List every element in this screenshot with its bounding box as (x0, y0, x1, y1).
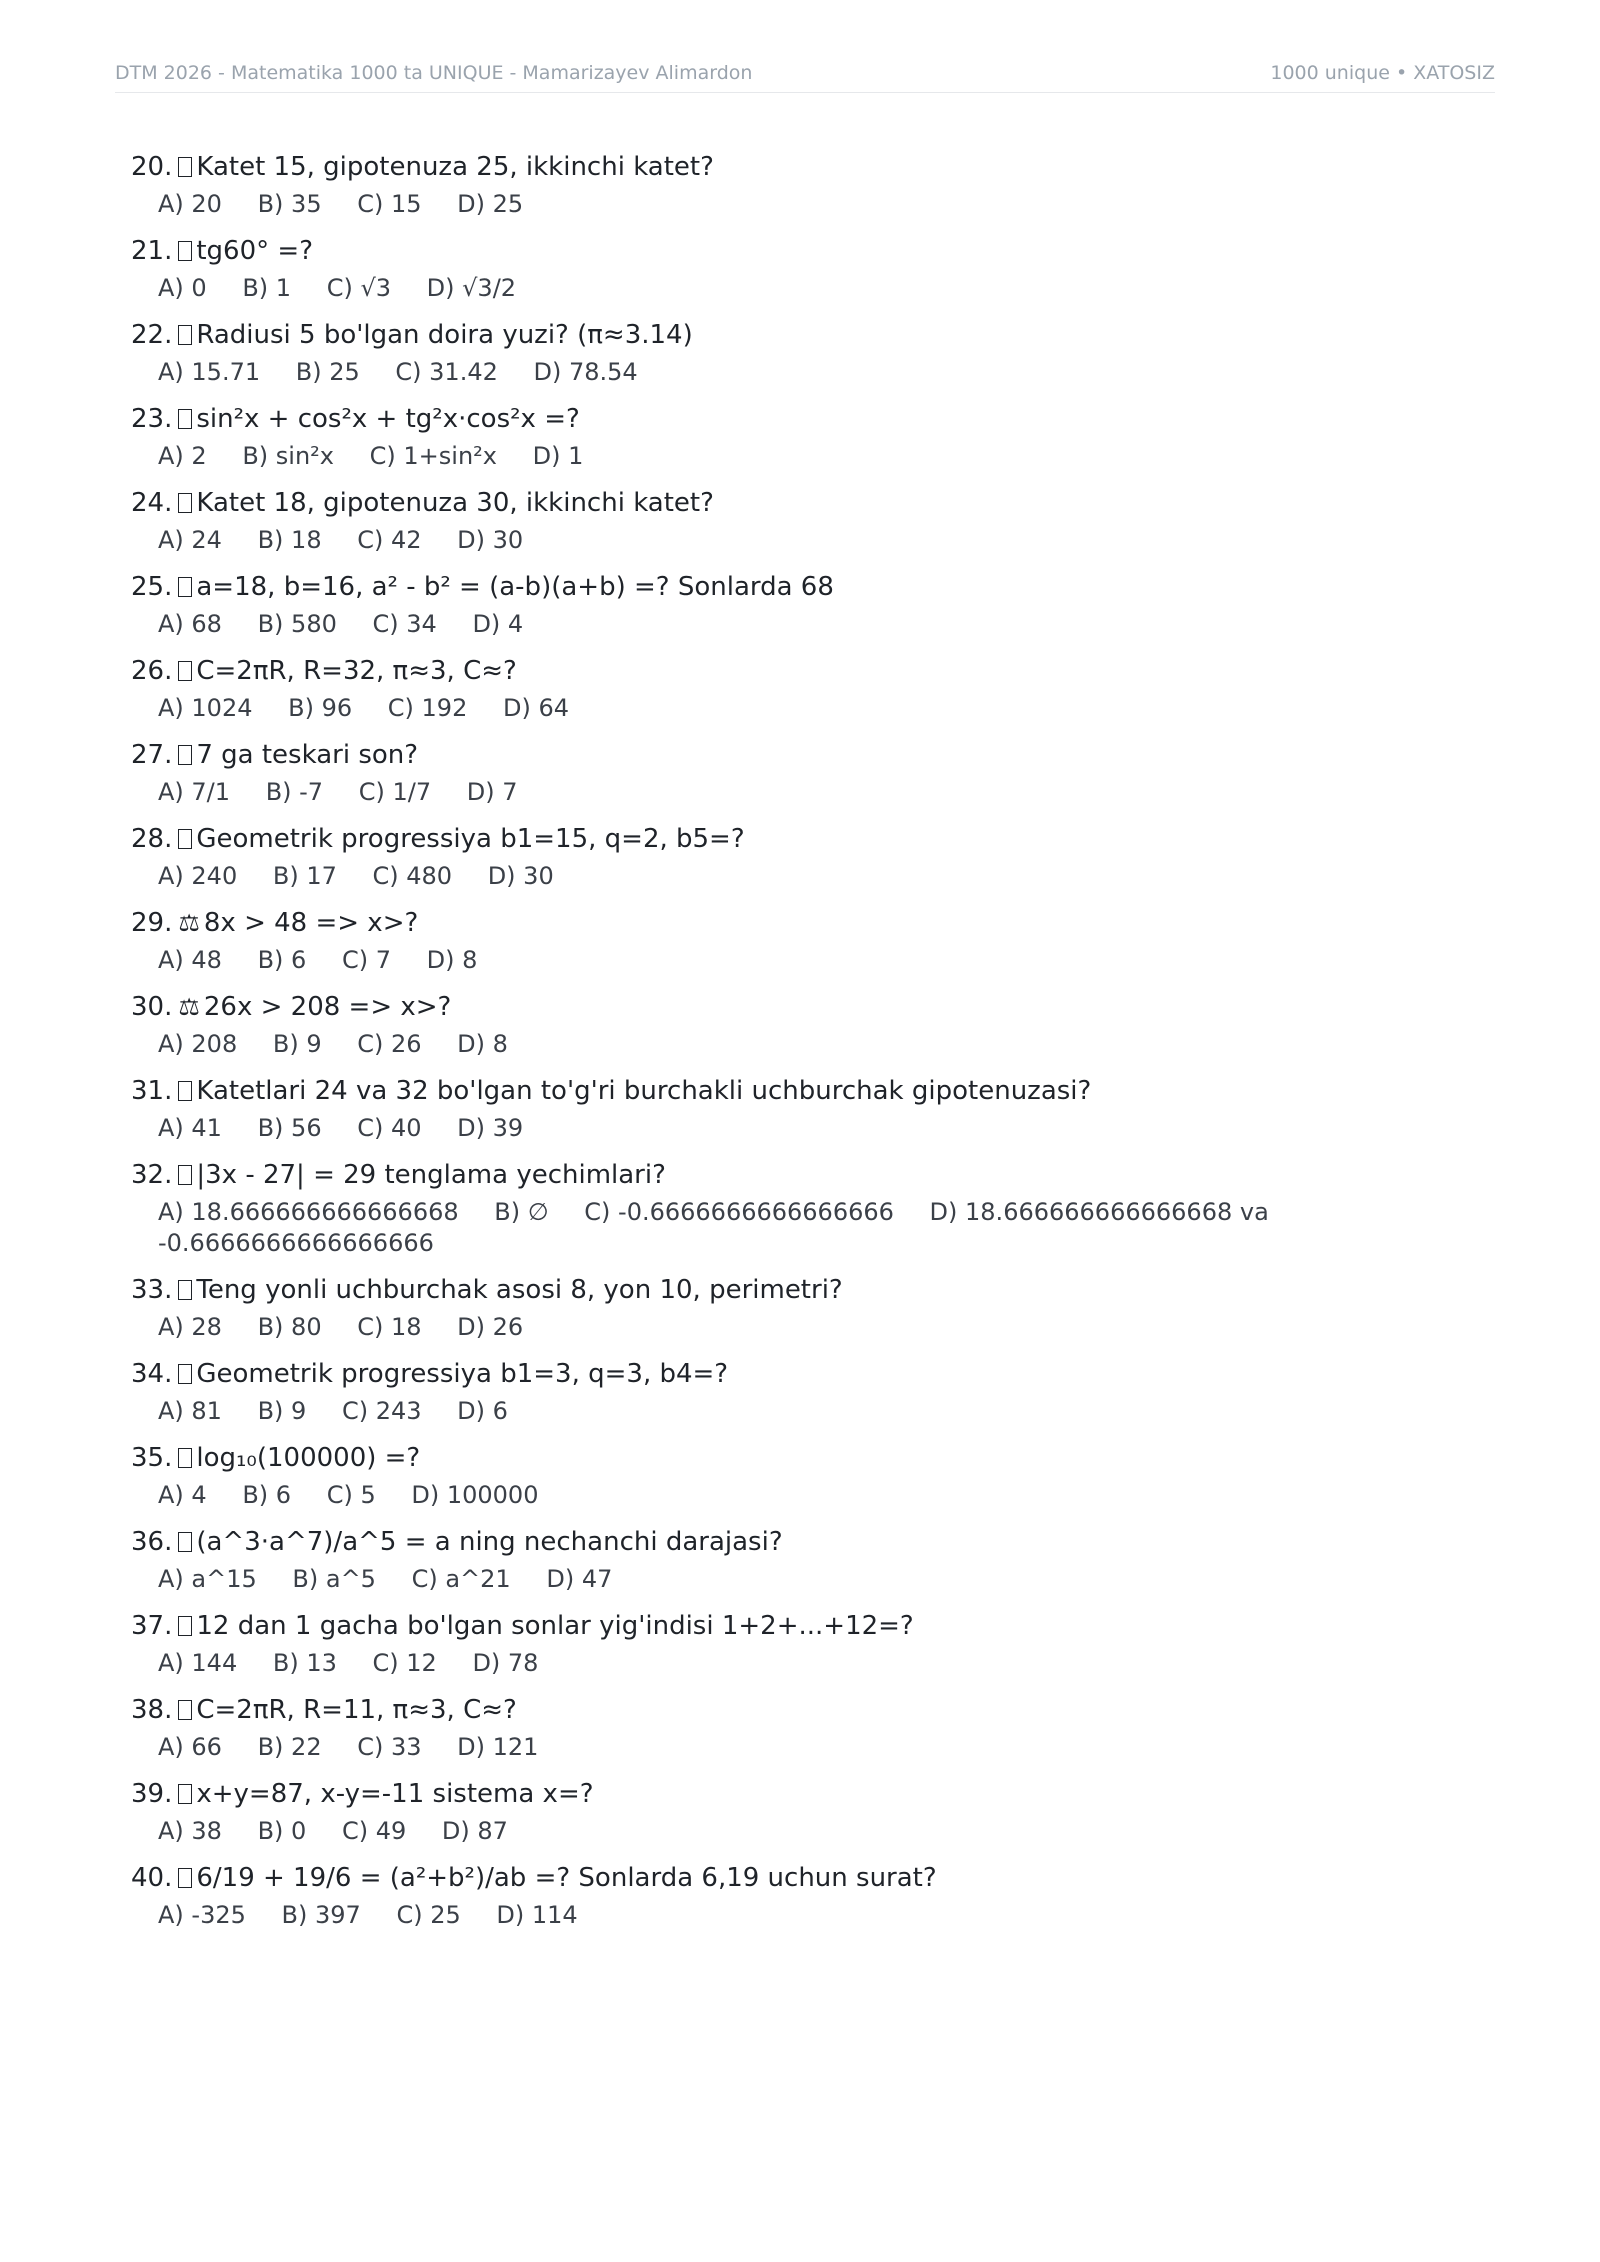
answer-options (131, 1816, 1311, 1847)
answer-option: C) 192 (387, 694, 468, 722)
question-text: a=18, b=16, a² - b² = (a-b)(a+b) =? Sonlarda 68 (196, 572, 834, 602)
question-text: 12 dan 1 gacha bo'lgan sonlar yig'indisi 1+2+...+12=? (196, 1611, 914, 1641)
question-number: 26. (131, 656, 173, 686)
answer-option: B) 9 (272, 1030, 322, 1058)
answer-option: B) 35 (257, 190, 322, 218)
answer-option: D) 39 (457, 1114, 524, 1142)
answer-options (131, 609, 1311, 640)
answer-option: D) 100000 (411, 1481, 539, 1509)
question-item (131, 570, 1311, 640)
answer-options (131, 1312, 1311, 1343)
answer-option: C) 25 (396, 1901, 461, 1929)
question-item (131, 1441, 1311, 1511)
answer-option: A) 0 (158, 274, 207, 302)
box-icon (178, 1448, 192, 1468)
question-number: 36. (131, 1527, 173, 1557)
question-line (131, 1525, 1311, 1559)
answer-option: D) √3/2 (426, 274, 517, 302)
answer-option: C) -0.6666666666666666 (584, 1198, 894, 1226)
question-item (131, 822, 1311, 892)
answer-option: D) 30 (457, 526, 524, 554)
answer-option: D) 18.666666666666668 va -0.6666666666666666 (158, 1198, 1269, 1257)
question-line (131, 738, 1311, 772)
box-icon (178, 745, 192, 765)
page-header (115, 62, 1495, 93)
answer-option: D) 30 (487, 862, 554, 890)
question-line (131, 990, 1311, 1024)
question-item (131, 906, 1311, 976)
answer-option: C) 5 (326, 1481, 376, 1509)
answer-option: B) 18 (257, 526, 322, 554)
question-item (131, 654, 1311, 724)
question-item (131, 1273, 1311, 1343)
question-line (131, 1777, 1311, 1811)
question-text: 7 ga teskari son? (196, 740, 419, 770)
box-icon (178, 829, 192, 849)
answer-option: C) 12 (372, 1649, 437, 1677)
question-number: 38. (131, 1695, 173, 1725)
question-item (131, 150, 1311, 220)
question-line (131, 570, 1311, 604)
answer-option: B) sin²x (242, 442, 334, 470)
answer-option: B) 6 (242, 1481, 292, 1509)
answer-option: C) 243 (341, 1397, 422, 1425)
answer-option: A) -325 (158, 1901, 246, 1929)
question-text: (a^3·a^7)/a^5 = a ning nechanchi darajasi? (196, 1527, 783, 1557)
answer-option: C) 480 (372, 862, 453, 890)
box-icon (178, 577, 192, 597)
answer-option: B) 13 (272, 1649, 337, 1677)
answer-option: B) 96 (288, 694, 353, 722)
question-item (131, 1357, 1311, 1427)
question-number: 32. (131, 1160, 173, 1190)
box-icon (178, 409, 192, 429)
answer-option: B) 580 (257, 610, 337, 638)
answer-option: B) ∅ (494, 1198, 549, 1226)
answer-option: C) 40 (357, 1114, 422, 1142)
answer-option: D) 47 (546, 1565, 613, 1593)
question-number: 22. (131, 320, 173, 350)
question-item (131, 486, 1311, 556)
scale-icon: ⚖ (178, 909, 200, 937)
question-item (131, 1074, 1311, 1144)
question-text: C=2πR, R=11, π≈3, C≈? (196, 1695, 517, 1725)
box-icon (178, 493, 192, 513)
question-text: sin²x + cos²x + tg²x·cos²x =? (196, 404, 580, 434)
answer-options (131, 1648, 1311, 1679)
header-tag: 1000 unique • XATOSIZ (1270, 62, 1495, 84)
question-line (131, 1074, 1311, 1108)
question-text: Radiusi 5 bo'lgan doira yuzi? (π≈3.14) (196, 320, 693, 350)
box-icon (178, 1784, 192, 1804)
answer-options (131, 1113, 1311, 1144)
question-number: 40. (131, 1863, 173, 1893)
answer-option: A) 48 (158, 946, 222, 974)
answer-option: D) 64 (502, 694, 569, 722)
answer-option: C) a^21 (411, 1565, 511, 1593)
question-item (131, 1693, 1311, 1763)
question-number: 30. (131, 992, 173, 1022)
question-number: 24. (131, 488, 173, 518)
question-number: 33. (131, 1275, 173, 1305)
question-item (131, 318, 1311, 388)
answer-option: A) 4 (158, 1481, 207, 1509)
question-text: Geometrik progressiya b1=3, q=3, b4=? (196, 1359, 729, 1389)
answer-option: B) 6 (257, 946, 307, 974)
answer-option: D) 87 (441, 1817, 508, 1845)
answer-options (131, 1029, 1311, 1060)
question-text: x+y=87, x-y=-11 sistema x=? (196, 1779, 594, 1809)
answer-option: B) 22 (257, 1733, 322, 1761)
answer-option: A) 15.71 (158, 358, 261, 386)
answer-option: A) 81 (158, 1397, 222, 1425)
question-number: 28. (131, 824, 173, 854)
answer-option: A) 68 (158, 610, 222, 638)
question-number: 34. (131, 1359, 173, 1389)
box-icon (178, 325, 192, 345)
answer-option: A) a^15 (158, 1565, 257, 1593)
answer-option: C) 15 (357, 190, 422, 218)
answer-options (131, 777, 1311, 808)
answer-option: D) 8 (426, 946, 478, 974)
question-item (131, 1609, 1311, 1679)
box-icon (178, 1081, 192, 1101)
question-text: 6/19 + 19/6 = (a²+b²)/ab =? Sonlarda 6,19 uchun surat? (196, 1863, 937, 1893)
answer-option: C) 26 (357, 1030, 422, 1058)
answer-options (131, 861, 1311, 892)
answer-option: C) 42 (357, 526, 422, 554)
answer-options (131, 1197, 1311, 1259)
answer-option: B) 80 (257, 1313, 322, 1341)
answer-option: A) 24 (158, 526, 222, 554)
answer-option: D) 78.54 (533, 358, 638, 386)
answer-option: B) a^5 (292, 1565, 376, 1593)
question-line (131, 402, 1311, 436)
answer-option: A) 208 (158, 1030, 238, 1058)
box-icon (178, 1616, 192, 1636)
answer-option: B) -7 (265, 778, 324, 806)
question-item (131, 1158, 1311, 1259)
box-icon (178, 1280, 192, 1300)
answer-options (131, 1732, 1311, 1763)
answer-option: C) 1/7 (358, 778, 432, 806)
question-item (131, 1777, 1311, 1847)
question-text: 26x > 208 => x>? (203, 992, 452, 1022)
answer-option: D) 25 (457, 190, 524, 218)
answer-options (131, 273, 1311, 304)
question-line (131, 654, 1311, 688)
answer-option: A) 66 (158, 1733, 222, 1761)
answer-option: A) 144 (158, 1649, 238, 1677)
answer-option: D) 7 (466, 778, 518, 806)
answer-option: D) 114 (496, 1901, 578, 1929)
question-list (131, 150, 1311, 1945)
question-line (131, 486, 1311, 520)
question-text: C=2πR, R=32, π≈3, C≈? (196, 656, 517, 686)
question-line (131, 150, 1311, 184)
box-icon (178, 1868, 192, 1888)
answer-option: A) 7/1 (158, 778, 231, 806)
question-number: 39. (131, 1779, 173, 1809)
answer-options (131, 189, 1311, 220)
answer-option: D) 26 (457, 1313, 524, 1341)
question-text: Katet 18, gipotenuza 30, ikkinchi katet? (196, 488, 714, 518)
question-line (131, 1693, 1311, 1727)
answer-option: C) √3 (326, 274, 392, 302)
question-item (131, 1525, 1311, 1595)
question-line (131, 1357, 1311, 1391)
question-item (131, 234, 1311, 304)
answer-option: C) 49 (341, 1817, 407, 1845)
answer-option: A) 28 (158, 1313, 222, 1341)
question-text: 8x > 48 => x>? (203, 908, 419, 938)
answer-option: A) 41 (158, 1114, 222, 1142)
question-text: Katet 15, gipotenuza 25, ikkinchi katet? (196, 152, 714, 182)
question-text: log₁₀(100000) =? (196, 1443, 421, 1473)
box-icon (178, 1700, 192, 1720)
answer-options (131, 525, 1311, 556)
answer-option: D) 121 (457, 1733, 539, 1761)
question-item (131, 1861, 1311, 1931)
question-number: 37. (131, 1611, 173, 1641)
question-number: 21. (131, 236, 173, 266)
answer-option: C) 18 (357, 1313, 422, 1341)
answer-option: D) 4 (472, 610, 524, 638)
box-icon (178, 157, 192, 177)
box-icon (178, 1364, 192, 1384)
question-number: 25. (131, 572, 173, 602)
question-line (131, 1158, 1311, 1192)
question-line (131, 822, 1311, 856)
answer-option: A) 2 (158, 442, 207, 470)
answer-option: A) 1024 (158, 694, 253, 722)
question-item (131, 990, 1311, 1060)
question-number: 20. (131, 152, 173, 182)
answer-option: B) 17 (272, 862, 337, 890)
answer-option: C) 31.42 (395, 358, 498, 386)
answer-option: B) 56 (257, 1114, 322, 1142)
answer-option: B) 1 (242, 274, 292, 302)
answer-option: A) 20 (158, 190, 222, 218)
box-icon (178, 1165, 192, 1185)
header-title: DTM 2026 - Matematika 1000 ta UNIQUE - Mamarizayev Alimardon (115, 62, 753, 84)
question-line (131, 1861, 1311, 1895)
answer-option: B) 9 (257, 1397, 307, 1425)
answer-options (131, 693, 1311, 724)
question-number: 35. (131, 1443, 173, 1473)
answer-option: D) 6 (457, 1397, 508, 1425)
answer-option: D) 8 (457, 1030, 508, 1058)
question-number: 29. (131, 908, 173, 938)
answer-option: B) 25 (295, 358, 360, 386)
scale-icon: ⚖ (178, 993, 200, 1021)
answer-option: B) 397 (281, 1901, 361, 1929)
question-line (131, 318, 1311, 352)
answer-options (131, 1396, 1311, 1427)
answer-option: B) 0 (257, 1817, 307, 1845)
question-item (131, 402, 1311, 472)
box-icon (178, 241, 192, 261)
question-line (131, 234, 1311, 268)
question-text: Teng yonli uchburchak asosi 8, yon 10, perimetri? (196, 1275, 843, 1305)
question-line (131, 1273, 1311, 1307)
answer-option: A) 38 (158, 1817, 222, 1845)
answer-option: A) 240 (158, 862, 238, 890)
question-number: 23. (131, 404, 173, 434)
question-text: Katetlari 24 va 32 bo'lgan to'g'ri burchakli uchburchak gipotenuzasi? (196, 1076, 1092, 1106)
answer-option: A) 18.666666666666668 (158, 1198, 459, 1226)
answer-options (131, 441, 1311, 472)
question-line (131, 1441, 1311, 1475)
question-text: |3x - 27| = 29 tenglama yechimlari? (196, 1160, 666, 1190)
question-number: 31. (131, 1076, 173, 1106)
question-text: tg60° =? (196, 236, 313, 266)
answer-options (131, 1900, 1311, 1931)
question-line (131, 1609, 1311, 1643)
answer-option: C) 1+sin²x (369, 442, 497, 470)
answer-options (131, 945, 1311, 976)
answer-options (131, 1480, 1311, 1511)
answer-option: C) 33 (357, 1733, 422, 1761)
box-icon (178, 661, 192, 681)
answer-options (131, 1564, 1311, 1595)
question-item (131, 738, 1311, 808)
answer-option: D) 1 (532, 442, 584, 470)
question-line (131, 906, 1311, 940)
question-number: 27. (131, 740, 173, 770)
answer-option: C) 7 (341, 946, 391, 974)
answer-option: D) 78 (472, 1649, 539, 1677)
answer-option: C) 34 (372, 610, 437, 638)
box-icon (178, 1532, 192, 1552)
question-text: Geometrik progressiya b1=15, q=2, b5=? (196, 824, 745, 854)
answer-options (131, 357, 1311, 388)
